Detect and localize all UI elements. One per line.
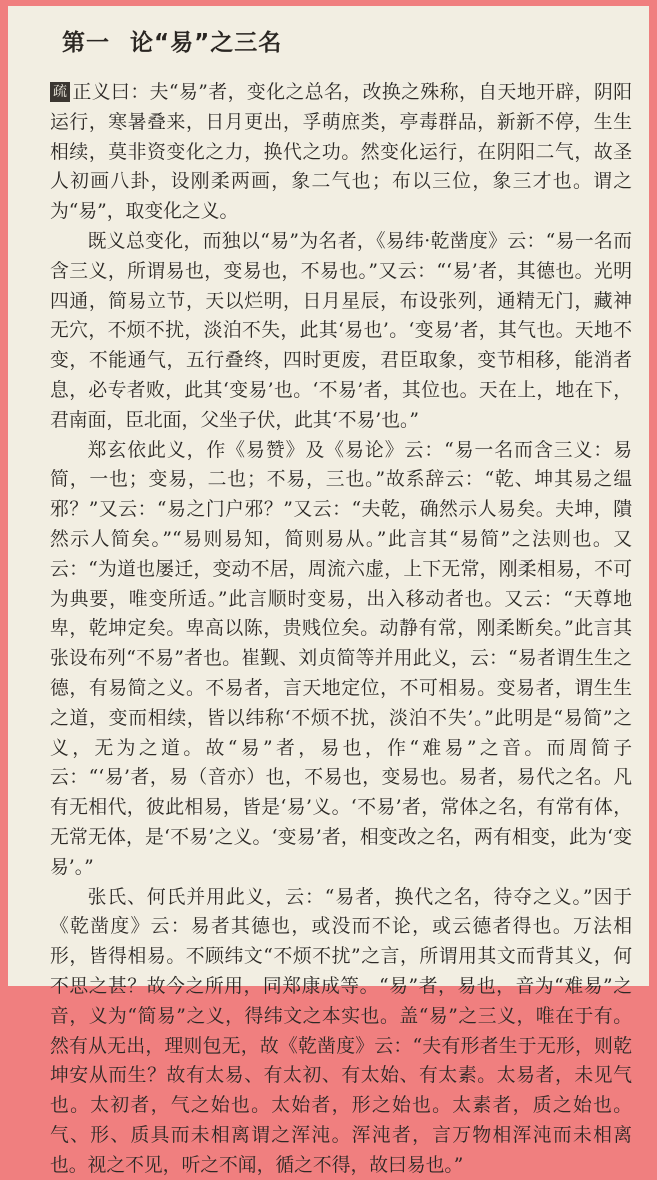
paragraph-text: 正义曰：夫“易”者，变化之总名，改换之殊称，自天地开辟，阴阳运行，寒暑叠来，日月更出，孚萌庶类，亭毒群品，新新不停，生生相续，莫非资变化之力，换代之功。然变化运行，在阴阳二气，故圣人初画八卦，设刚柔两画，象二气也；布以三位，象三才也。谓之为“易”，取变化之义。	[50, 82, 632, 223]
book-page	[8, 6, 649, 1176]
paragraph-4: 张氏、何氏并用此义，云：“易者，换代之名，待夺之义。”因于《乾凿度》云：易者其德也，或没而不论，或云德者得也。万法相形，皆得相易。不顾纬文“不烦不扰”之言，所谓用其文而背其义，何不思之甚？故今之所用，同郑康成等。“易”者，易也，音为“难易”之音，义为“简易”之义，得纬文之本实也。盖“易”之三义，唯在于有。然有从无出，理则包无，故《乾凿度》云：“夫有形者生于无形，则乾坤安从而生？故有太易、有太初、有太始、有太素。太易者，未见气也。太初者，气之始也。太始者，形之始也。太素者，质之始也。气、形、质具而未相离谓之浑沌。浑沌者，言万物相浑沌而未相离也。视之不见，听之不闻，循之不得，故曰易也。”	[50, 886, 632, 1176]
heading-number: 第一	[62, 30, 110, 56]
shu-label-badge: 疏	[50, 82, 70, 102]
paragraph-2: 既义总变化，而独以“易”为名者，《易纬·乾凿度》云：“易一名而含三义，所谓易也，变易也，不易也。”又云：“‘易’者，其德也。光明四通，简易立节，天以烂明，日月星辰，布设张列，通精无门，藏神无穴，不烦不扰，淡泊不失，此其‘易也’。‘变易’者，其气也。天地不变，不能通气，五行叠终，四时更废，君臣取象，变节相移，能消者息，必专者败，此其‘变易’也。‘不易’者，其位也。天在上，地在下，君南面，臣北面，父坐子伏，此其‘不易’也。”	[50, 230, 632, 431]
paragraph-3: 郑玄依此义，作《易赞》及《易论》云：“易一名而含三义：易简，一也；变易，二也；不易，三也。”故系辞云：“乾、坤其易之缊邪？”又云：“易之门户邪？”又云：“夫乾，确然示人易矣。夫坤，隤然示人简矣。”“易则易知，简则易从。”此言其“易简”之法则也。又云：“为道也屡迁，变动不居，周流六虚，上下无常，刚柔相易，不可为典要，唯变所适。”此言顺时变易，出入移动者也。又云：“天尊地卑，乾坤定矣。卑高以陈，贵贱位矣。动静有常，刚柔断矣。”此言其张设布列“不易”者也。崔觐、刘贞简等并用此义，云：“易者谓生生之德，有易简之义。不易者，言天地定位，不可相易。变易者，谓生生之道，变而相续，皆以纬称‘不烦不扰，淡泊不失’。”此明是“易简”之义，无为之道。故“易”者，易也，作“难易”之音。而周简子云：“‘易’者，易（音亦）也，不易也，变易也。易者，易代之名。凡有无相代，彼此相易，皆是‘易’义。‘不易’者，常体之名，有常有体，无常无体，是‘不易’之义。‘变易’者，相变改之名，两有相变，此为‘变易’。”	[50, 439, 632, 878]
text-body	[50, 78, 632, 1180]
heading-title: 论“易”之三名	[130, 30, 283, 56]
paragraph-1	[50, 78, 632, 227]
section-heading	[62, 24, 282, 57]
